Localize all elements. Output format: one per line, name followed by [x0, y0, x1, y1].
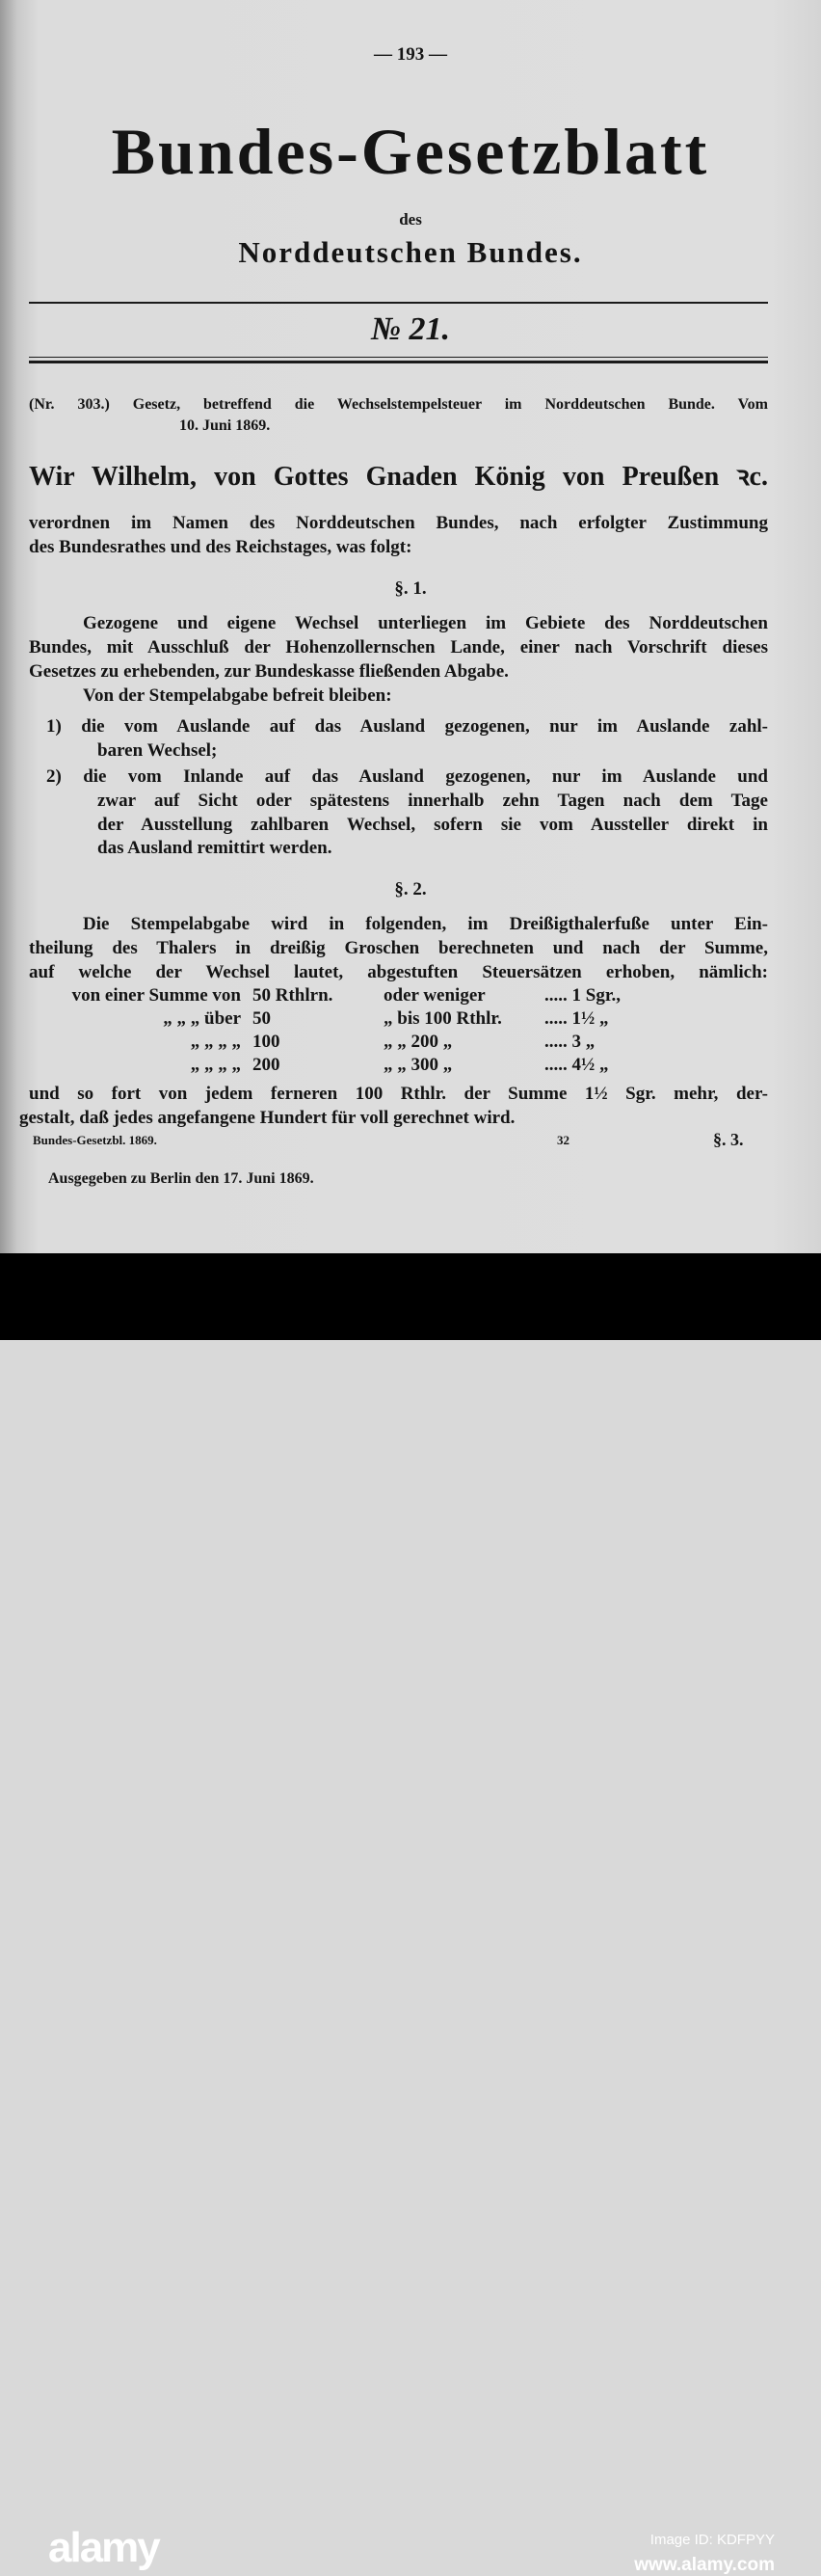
- rate-table-cell: „ „ 200 „: [384, 1032, 453, 1052]
- rate-table-cell: 100: [252, 1032, 280, 1052]
- rate-table-cell: oder weniger: [384, 985, 486, 1006]
- page-number: — 193 —: [374, 44, 447, 65]
- preamble-heading: Wir Wilhelm, von Gottes Gnaden König von Preußen ꝛc.: [29, 462, 768, 492]
- law-heading: (Nr. 303.) Gesetz, betreffend die Wechselstempelsteuer im Norddeutschen Bunde. Vom: [29, 396, 768, 413]
- exempt-item: der Ausstellung zahlbaren Wechsel, sofern sie vom Aussteller direkt in: [97, 815, 768, 835]
- section-1-line: Gezogene und eigene Wechsel unterliegen im Gebiete des Norddeutschen: [83, 613, 768, 633]
- exempt-item: 1) die vom Auslande auf das Ausland gezogenen, nur im Auslande zahl-: [46, 716, 768, 737]
- watermark-bar: [0, 1253, 821, 2575]
- rule-bottom-2: [29, 361, 768, 363]
- footer-next-section: §. 3.: [713, 1130, 744, 1149]
- law-date: 10. Juni 1869.: [179, 417, 271, 434]
- masthead-title: Bundes-Gesetzblatt: [111, 115, 710, 188]
- rate-table-cell: „ „ „ über: [163, 1008, 241, 1029]
- section-2-line: auf welche der Wechsel lautet, abgestuften Steuersätzen erhoben, nämlich:: [29, 962, 768, 982]
- section-1-title: §. 1.: [394, 578, 427, 599]
- exempt-intro: Von der Stempelabgabe befreit bleiben:: [83, 685, 392, 706]
- footer-signature: Bundes-Gesetzbl. 1869.: [33, 1133, 157, 1147]
- rate-table-cell: von einer Summe von: [71, 985, 241, 1006]
- image-id: Image ID: KDFPYY: [649, 2532, 775, 2548]
- rate-table-cell: 200: [252, 1055, 280, 1075]
- rate-table-cell: ..... 3 „: [544, 1032, 596, 1052]
- exempt-item: baren Wechsel;: [97, 740, 218, 761]
- exempt-item: zwar auf Sicht oder spätestens innerhalb zehn Tagen nach dem Tage: [97, 791, 768, 811]
- masthead-des: des: [399, 210, 422, 228]
- rate-table-cell: „ „ „ „: [190, 1032, 241, 1052]
- section-1-line: Bundes, mit Ausschluß der Hohenzollernschen Lande, einer nach Vorschrift dieses: [29, 637, 768, 657]
- rate-table-cell: 50 Rthlrn.: [252, 985, 333, 1006]
- footer-issued: Ausgegeben zu Berlin den 17. Juni 1869.: [48, 1170, 314, 1187]
- watermark-url: www.alamy.com: [634, 2555, 775, 2575]
- rate-table-cell: ..... 1½ „: [544, 1008, 609, 1029]
- alamy-logo: alamy: [48, 2524, 159, 2571]
- section-2-title: §. 2.: [394, 879, 427, 899]
- closing-line: gestalt, daß jedes angefangene Hundert für voll gerechnet wird.: [19, 1108, 516, 1128]
- rate-table-cell: ..... 1 Sgr.,: [544, 985, 622, 1006]
- footer-sheet: 32: [557, 1133, 569, 1147]
- rate-table-cell: „ „ „ „: [190, 1055, 241, 1075]
- exempt-item: 2) die vom Inlande auf das Ausland gezogenen, nur im Auslande und: [46, 766, 768, 787]
- document-page: [0, 0, 821, 1253]
- rate-table-cell: 50: [252, 1008, 271, 1029]
- section-2-line: theilung des Thalers in dreißig Groschen berechneten und nach der Summe,: [29, 938, 768, 958]
- section-2-line: Die Stempelabgabe wird in folgenden, im Dreißigthalerfuße unter Ein-: [83, 914, 768, 934]
- exempt-item: das Ausland remittirt werden.: [97, 838, 332, 858]
- issue-number: № 21.: [370, 311, 451, 347]
- preamble-line: des Bundesrathes und des Reichstages, was folgt:: [29, 537, 412, 557]
- preamble-line: verordnen im Namen des Norddeutschen Bundes, nach erfolgter Zustimmung: [29, 513, 768, 533]
- rate-table-cell: ..... 4½ „: [544, 1055, 609, 1075]
- section-1-line: Gesetzes zu erhebenden, zur Bundeskasse fließenden Abgabe.: [29, 661, 509, 682]
- rule-bottom-1: [29, 357, 768, 358]
- rule-top: [29, 302, 768, 304]
- closing-line: und so fort von jedem ferneren 100 Rthlr. der Summe 1½ Sgr. mehr, der-: [29, 1084, 768, 1104]
- rate-table-cell: „ „ 300 „: [384, 1055, 453, 1075]
- masthead-subtitle: Norddeutschen Bundes.: [238, 235, 583, 269]
- rate-table-cell: „ bis 100 Rthlr.: [384, 1008, 502, 1029]
